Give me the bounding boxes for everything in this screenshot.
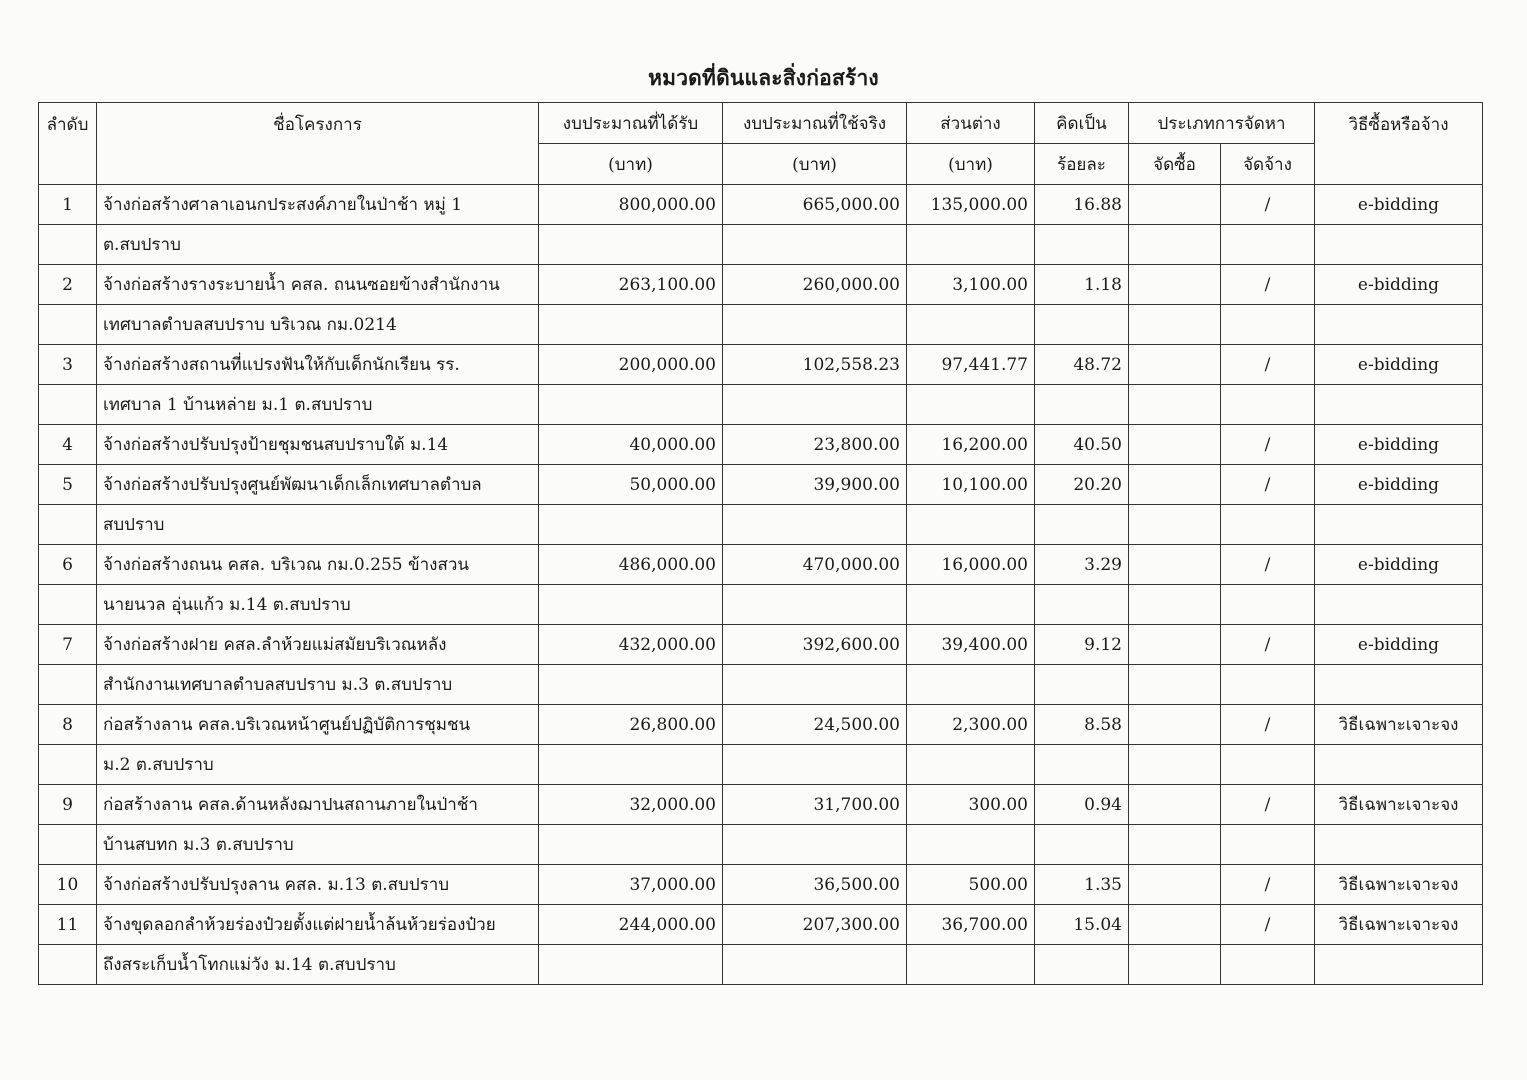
- row-project-name: จ้างก่อสร้างสถานที่แปรงฟันให้กับเด็กนักเรียน รร.: [97, 345, 539, 385]
- empty-cell: [907, 385, 1035, 425]
- row-budget-received: 50,000.00: [539, 465, 723, 505]
- row-percent: 15.04: [1035, 905, 1129, 945]
- row-hire-mark: /: [1221, 545, 1315, 585]
- row-budget-received: 200,000.00: [539, 345, 723, 385]
- empty-cell: [1221, 665, 1315, 705]
- row-percent: 1.18: [1035, 265, 1129, 305]
- empty-cell: [539, 665, 723, 705]
- row-difference: 10,100.00: [907, 465, 1035, 505]
- empty-cell: [1035, 745, 1129, 785]
- row-difference: 500.00: [907, 865, 1035, 905]
- row-percent: 40.50: [1035, 425, 1129, 465]
- table-row-continuation: [39, 745, 1483, 785]
- empty-cell: [1221, 305, 1315, 345]
- empty-cell: [907, 665, 1035, 705]
- header-purchase: จัดซื้อ: [1129, 144, 1221, 185]
- row-purchase-mark: [1129, 265, 1221, 305]
- empty-cell: [1129, 505, 1221, 545]
- row-project-name-continued: ม.2 ต.สบปราบ: [97, 745, 539, 785]
- empty-cell: [539, 225, 723, 265]
- empty-cell: [723, 585, 907, 625]
- row-project-name: จ้างก่อสร้างฝาย คสล.ลำห้วยแม่สมัยบริเวณหลัง: [97, 625, 539, 665]
- row-project-name: ก่อสร้างลาน คสล.บริเวณหน้าศูนย์ปฏิบัติการชุมชน: [97, 705, 539, 745]
- row-project-name: จ้างก่อสร้างศาลาเอนกประสงค์ภายในป่าช้า หมู่ 1: [97, 185, 539, 225]
- empty-cell: [1035, 825, 1129, 865]
- row-index: 4: [39, 425, 97, 465]
- table-row: [39, 705, 1483, 745]
- row-budget-used: 665,000.00: [723, 185, 907, 225]
- row-hire-mark: /: [1221, 905, 1315, 945]
- empty-cell: [1035, 585, 1129, 625]
- row-hire-mark: /: [1221, 625, 1315, 665]
- row-difference: 300.00: [907, 785, 1035, 825]
- table-row-continuation: [39, 825, 1483, 865]
- empty-cell: [539, 745, 723, 785]
- empty-cell: [1315, 225, 1483, 265]
- row-budget-used: 207,300.00: [723, 905, 907, 945]
- header-method: วิธีซื้อหรือจ้าง: [1315, 103, 1483, 185]
- empty-cell: [39, 225, 97, 265]
- table-row-continuation: [39, 585, 1483, 625]
- row-budget-received: 37,000.00: [539, 865, 723, 905]
- row-percent: 1.35: [1035, 865, 1129, 905]
- empty-cell: [1129, 825, 1221, 865]
- row-budget-received: 26,800.00: [539, 705, 723, 745]
- row-purchase-mark: [1129, 625, 1221, 665]
- empty-cell: [907, 945, 1035, 985]
- row-hire-mark: /: [1221, 265, 1315, 305]
- header-percent-unit: ร้อยละ: [1035, 144, 1129, 185]
- row-percent: 16.88: [1035, 185, 1129, 225]
- empty-cell: [1221, 225, 1315, 265]
- table-row: [39, 465, 1483, 505]
- empty-cell: [723, 745, 907, 785]
- empty-cell: [907, 225, 1035, 265]
- empty-cell: [539, 505, 723, 545]
- empty-cell: [1315, 585, 1483, 625]
- row-hire-mark: /: [1221, 345, 1315, 385]
- empty-cell: [539, 385, 723, 425]
- row-budget-received: 32,000.00: [539, 785, 723, 825]
- header-budget-used-unit: (บาท): [723, 144, 907, 185]
- empty-cell: [907, 585, 1035, 625]
- table-row: [39, 545, 1483, 585]
- empty-cell: [1035, 305, 1129, 345]
- table-row: [39, 425, 1483, 465]
- row-budget-used: 23,800.00: [723, 425, 907, 465]
- empty-cell: [1315, 305, 1483, 345]
- table-body: [39, 185, 1483, 985]
- empty-cell: [1129, 305, 1221, 345]
- table-header: [39, 103, 1483, 185]
- row-method: วิธีเฉพาะเจาะจง: [1315, 705, 1483, 745]
- empty-cell: [39, 825, 97, 865]
- empty-cell: [39, 745, 97, 785]
- empty-cell: [1221, 825, 1315, 865]
- empty-cell: [39, 505, 97, 545]
- row-method: e-bidding: [1315, 185, 1483, 225]
- row-method: e-bidding: [1315, 545, 1483, 585]
- procurement-table: [38, 102, 1483, 985]
- row-index: 2: [39, 265, 97, 305]
- empty-cell: [1221, 505, 1315, 545]
- row-percent: 48.72: [1035, 345, 1129, 385]
- row-index: 10: [39, 865, 97, 905]
- row-method: e-bidding: [1315, 345, 1483, 385]
- empty-cell: [1035, 945, 1129, 985]
- empty-cell: [1129, 225, 1221, 265]
- empty-cell: [723, 945, 907, 985]
- row-index: 6: [39, 545, 97, 585]
- empty-cell: [1035, 665, 1129, 705]
- row-difference: 2,300.00: [907, 705, 1035, 745]
- header-percent: คิดเป็น: [1035, 103, 1129, 144]
- row-project-name-continued: บ้านสบทก ม.3 ต.สบปราบ: [97, 825, 539, 865]
- row-budget-received: 432,000.00: [539, 625, 723, 665]
- row-project-name-continued: ถึงสระเก็บน้ำโทกแม่วัง ม.14 ต.สบปราบ: [97, 945, 539, 985]
- row-hire-mark: /: [1221, 465, 1315, 505]
- header-name: ชื่อโครงการ: [97, 103, 539, 185]
- row-project-name: จ้างก่อสร้างปรับปรุงป้ายชุมชนสบปราบใต้ ม.14: [97, 425, 539, 465]
- row-project-name: จ้างก่อสร้างปรับปรุงลาน คสล. ม.13 ต.สบปราบ: [97, 865, 539, 905]
- row-percent: 20.20: [1035, 465, 1129, 505]
- header-difference-unit: (บาท): [907, 144, 1035, 185]
- row-index: 7: [39, 625, 97, 665]
- row-budget-received: 800,000.00: [539, 185, 723, 225]
- empty-cell: [539, 945, 723, 985]
- row-project-name-continued: เทศบาลตำบลสบปราบ บริเวณ กม.0214: [97, 305, 539, 345]
- empty-cell: [39, 945, 97, 985]
- row-hire-mark: /: [1221, 865, 1315, 905]
- empty-cell: [1129, 945, 1221, 985]
- row-purchase-mark: [1129, 785, 1221, 825]
- table-row: [39, 865, 1483, 905]
- row-difference: 97,441.77: [907, 345, 1035, 385]
- header-index: ลำดับ: [39, 103, 97, 185]
- empty-cell: [39, 305, 97, 345]
- row-hire-mark: /: [1221, 785, 1315, 825]
- row-percent: 0.94: [1035, 785, 1129, 825]
- header-budget-received-unit: (บาท): [539, 144, 723, 185]
- row-project-name: จ้างขุดลอกลำห้วยร่องป๋วยตั้งแต่ฝายน้ำล้นห้วยร่องป๋วย: [97, 905, 539, 945]
- row-project-name-continued: สบปราบ: [97, 505, 539, 545]
- row-method: e-bidding: [1315, 265, 1483, 305]
- table-row-continuation: [39, 305, 1483, 345]
- empty-cell: [1129, 385, 1221, 425]
- header-budget-received: งบประมาณที่ได้รับ: [539, 103, 723, 144]
- row-index: 5: [39, 465, 97, 505]
- row-method: วิธีเฉพาะเจาะจง: [1315, 785, 1483, 825]
- header-hire: จัดจ้าง: [1221, 144, 1315, 185]
- header-difference: ส่วนต่าง: [907, 103, 1035, 144]
- row-difference: 3,100.00: [907, 265, 1035, 305]
- empty-cell: [723, 385, 907, 425]
- row-project-name-continued: สำนักงานเทศบาลตำบลสบปราบ ม.3 ต.สบปราบ: [97, 665, 539, 705]
- row-budget-used: 31,700.00: [723, 785, 907, 825]
- header-budget-used: งบประมาณที่ใช้จริง: [723, 103, 907, 144]
- empty-cell: [1315, 505, 1483, 545]
- empty-cell: [1315, 665, 1483, 705]
- row-purchase-mark: [1129, 905, 1221, 945]
- row-budget-used: 392,600.00: [723, 625, 907, 665]
- row-project-name-continued: เทศบาล 1 บ้านหล่าย ม.1 ต.สบปราบ: [97, 385, 539, 425]
- empty-cell: [539, 305, 723, 345]
- row-purchase-mark: [1129, 545, 1221, 585]
- row-budget-received: 40,000.00: [539, 425, 723, 465]
- empty-cell: [1035, 225, 1129, 265]
- row-purchase-mark: [1129, 185, 1221, 225]
- row-project-name-continued: ต.สบปราบ: [97, 225, 539, 265]
- row-purchase-mark: [1129, 705, 1221, 745]
- row-budget-received: 244,000.00: [539, 905, 723, 945]
- row-index: 3: [39, 345, 97, 385]
- row-difference: 36,700.00: [907, 905, 1035, 945]
- empty-cell: [907, 505, 1035, 545]
- empty-cell: [539, 825, 723, 865]
- table-row: [39, 625, 1483, 665]
- row-hire-mark: /: [1221, 705, 1315, 745]
- row-budget-used: 260,000.00: [723, 265, 907, 305]
- row-hire-mark: /: [1221, 185, 1315, 225]
- page-title: หมวดที่ดินและสิ่งก่อสร้าง: [648, 65, 879, 90]
- empty-cell: [39, 665, 97, 705]
- empty-cell: [39, 585, 97, 625]
- row-hire-mark: /: [1221, 425, 1315, 465]
- row-percent: 3.29: [1035, 545, 1129, 585]
- empty-cell: [1221, 745, 1315, 785]
- empty-cell: [1129, 665, 1221, 705]
- empty-cell: [723, 505, 907, 545]
- empty-cell: [723, 825, 907, 865]
- header-procurement-type: ประเภทการจัดหา: [1129, 103, 1315, 144]
- empty-cell: [1315, 385, 1483, 425]
- table-row-continuation: [39, 665, 1483, 705]
- empty-cell: [723, 305, 907, 345]
- row-purchase-mark: [1129, 865, 1221, 905]
- row-difference: 16,000.00: [907, 545, 1035, 585]
- row-project-name: จ้างก่อสร้างรางระบายน้ำ คสล. ถนนซอยข้างสำนักงาน: [97, 265, 539, 305]
- table-row: [39, 905, 1483, 945]
- row-project-name-continued: นายนวล อุ่นแก้ว ม.14 ต.สบปราบ: [97, 585, 539, 625]
- table-row: [39, 785, 1483, 825]
- table-row-continuation: [39, 505, 1483, 545]
- empty-cell: [723, 665, 907, 705]
- row-percent: 8.58: [1035, 705, 1129, 745]
- row-method: e-bidding: [1315, 625, 1483, 665]
- empty-cell: [39, 385, 97, 425]
- row-index: 1: [39, 185, 97, 225]
- empty-cell: [1035, 385, 1129, 425]
- empty-cell: [907, 825, 1035, 865]
- table-row: [39, 265, 1483, 305]
- empty-cell: [1129, 585, 1221, 625]
- table-row: [39, 185, 1483, 225]
- row-project-name: ก่อสร้างลาน คสล.ด้านหลังฌาปนสถานภายในป่าช้า: [97, 785, 539, 825]
- row-index: 11: [39, 905, 97, 945]
- row-budget-used: 36,500.00: [723, 865, 907, 905]
- row-index: 9: [39, 785, 97, 825]
- empty-cell: [907, 305, 1035, 345]
- table-row-continuation: [39, 945, 1483, 985]
- row-method: วิธีเฉพาะเจาะจง: [1315, 905, 1483, 945]
- empty-cell: [1035, 505, 1129, 545]
- empty-cell: [1129, 745, 1221, 785]
- empty-cell: [1221, 585, 1315, 625]
- row-method: e-bidding: [1315, 425, 1483, 465]
- row-project-name: จ้างก่อสร้างปรับปรุงศูนย์พัฒนาเด็กเล็กเทศบาลตำบล: [97, 465, 539, 505]
- row-purchase-mark: [1129, 465, 1221, 505]
- row-budget-received: 486,000.00: [539, 545, 723, 585]
- empty-cell: [1315, 825, 1483, 865]
- row-percent: 9.12: [1035, 625, 1129, 665]
- row-difference: 16,200.00: [907, 425, 1035, 465]
- row-budget-used: 24,500.00: [723, 705, 907, 745]
- empty-cell: [1315, 945, 1483, 985]
- empty-cell: [723, 225, 907, 265]
- row-budget-used: 470,000.00: [723, 545, 907, 585]
- empty-cell: [1315, 745, 1483, 785]
- row-purchase-mark: [1129, 425, 1221, 465]
- row-method: e-bidding: [1315, 465, 1483, 505]
- empty-cell: [539, 585, 723, 625]
- row-purchase-mark: [1129, 345, 1221, 385]
- table-row: [39, 345, 1483, 385]
- row-budget-received: 263,100.00: [539, 265, 723, 305]
- row-difference: 135,000.00: [907, 185, 1035, 225]
- row-project-name: จ้างก่อสร้างถนน คสล. บริเวณ กม.0.255 ข้างสวน: [97, 545, 539, 585]
- empty-cell: [1221, 945, 1315, 985]
- empty-cell: [907, 745, 1035, 785]
- table-row-continuation: [39, 225, 1483, 265]
- row-method: วิธีเฉพาะเจาะจง: [1315, 865, 1483, 905]
- row-difference: 39,400.00: [907, 625, 1035, 665]
- table-row-continuation: [39, 385, 1483, 425]
- row-budget-used: 102,558.23: [723, 345, 907, 385]
- row-index: 8: [39, 705, 97, 745]
- row-budget-used: 39,900.00: [723, 465, 907, 505]
- empty-cell: [1221, 385, 1315, 425]
